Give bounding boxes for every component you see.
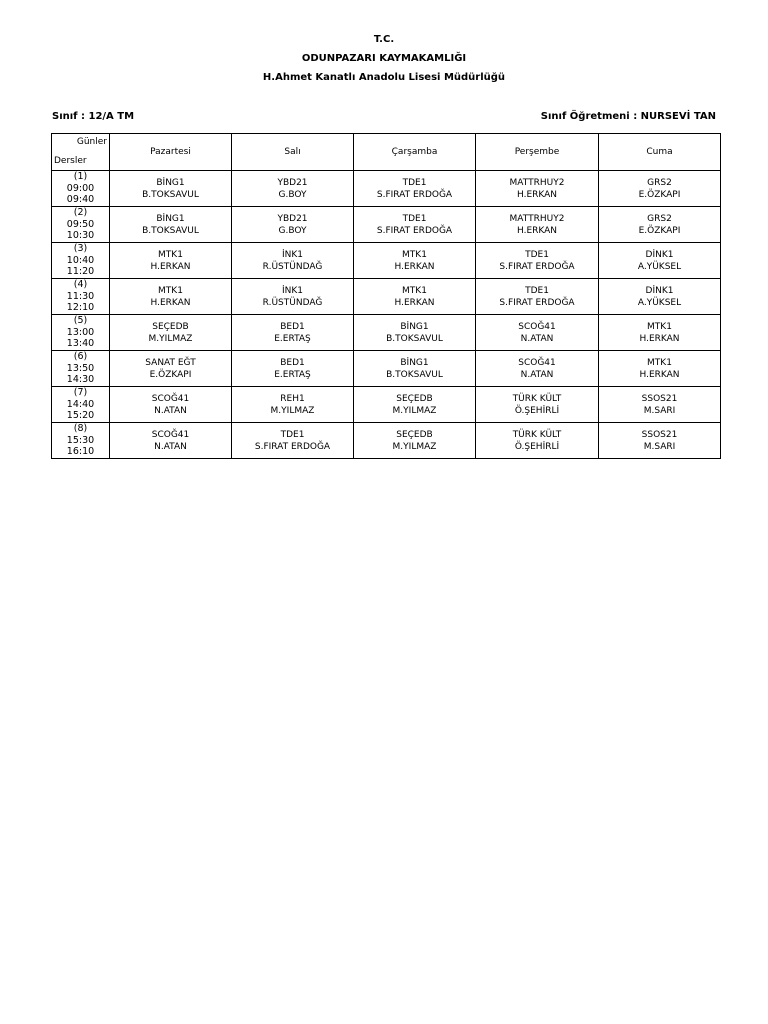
header-line-2: ODUNPAZARI KAYMAKAMLIĞI (301, 53, 467, 64)
lesson-subject: SCOĞ41 (518, 321, 556, 332)
lesson-teacher: H.ERKAN (394, 297, 435, 308)
lesson-teacher: B.TOKSAVUL (142, 189, 199, 200)
day-header: Perşembe (476, 134, 599, 171)
period-end-time: 09:40 (66, 194, 95, 206)
lesson-subject: TÜRK KÜLT (512, 393, 562, 404)
day-header: Cuma (599, 134, 721, 171)
lesson-subject: MTK1 (647, 357, 672, 368)
period-start-time: 14:40 (66, 398, 95, 410)
table-header-row (52, 134, 721, 171)
lesson-subject: TDE1 (525, 249, 549, 260)
corner-cell (52, 134, 110, 171)
lesson-teacher: E.ERTAŞ (274, 333, 311, 344)
lesson-teacher: B.TOKSAVUL (386, 369, 443, 380)
lesson-teacher: M.YILMAZ (270, 405, 315, 416)
lesson-subject: TDE1 (280, 429, 305, 440)
lesson-cell (232, 351, 354, 387)
lesson-cell (476, 171, 599, 207)
lesson-teacher: E.ÖZKAPI (149, 369, 192, 380)
lesson-teacher: N.ATAN (154, 441, 187, 452)
lesson-teacher: E.ERTAŞ (274, 369, 311, 380)
lesson-cell (599, 351, 721, 387)
lesson-cell (354, 351, 476, 387)
lesson-cell (354, 171, 476, 207)
lesson-teacher: N.ATAN (520, 333, 554, 344)
lesson-teacher: H.ERKAN (516, 189, 558, 200)
table-row (52, 207, 721, 243)
lesson-subject: YBD21 (277, 177, 308, 188)
lesson-cell (110, 243, 232, 279)
lesson-teacher: H.ERKAN (150, 261, 191, 272)
lesson-subject: SSOS21 (641, 393, 678, 404)
lesson-cell (110, 279, 232, 315)
lesson-subject: GRS2 (647, 177, 672, 188)
lesson-cell (232, 207, 354, 243)
lesson-cell (599, 207, 721, 243)
schedule-body (52, 171, 721, 459)
lesson-teacher: G.BOY (278, 189, 307, 200)
lesson-subject: BED1 (280, 321, 305, 332)
lesson-subject: SCOĞ41 (518, 357, 556, 368)
header-line-3: H.Ahmet Kanatlı Anadolu Lisesi Müdürlüğü (262, 72, 506, 83)
period-start-time: 13:50 (66, 362, 95, 374)
period-number: (3) (73, 243, 88, 255)
period-end-time: 15:20 (66, 410, 95, 422)
lesson-cell (476, 351, 599, 387)
lesson-teacher: G.BOY (278, 225, 307, 236)
lesson-subject: GRS2 (647, 213, 672, 224)
period-number: (5) (73, 315, 88, 327)
lesson-cell (599, 315, 721, 351)
lesson-cell (599, 279, 721, 315)
period-start-time: 11:30 (66, 290, 95, 302)
lesson-cell (110, 171, 232, 207)
lesson-subject: MATTRHUY2 (509, 177, 565, 188)
period-cell (52, 351, 110, 387)
lesson-cell (232, 423, 354, 459)
table-row (52, 315, 721, 351)
lesson-cell (476, 279, 599, 315)
lesson-teacher: S.FIRAT ERDOĞA (254, 441, 331, 452)
period-end-time: 13:40 (66, 338, 95, 350)
lesson-cell (110, 207, 232, 243)
lesson-cell (354, 207, 476, 243)
lesson-cell (354, 315, 476, 351)
lesson-subject: DİNK1 (645, 285, 674, 296)
period-number: (2) (73, 207, 88, 219)
lesson-subject: BİNG1 (400, 357, 429, 368)
lesson-cell (476, 387, 599, 423)
lesson-subject: TÜRK KÜLT (512, 429, 562, 440)
lesson-subject: BED1 (280, 357, 305, 368)
corner-days-label: Günler (76, 137, 107, 147)
period-cell (52, 243, 110, 279)
lesson-subject: MTK1 (647, 321, 672, 332)
table-row (52, 351, 721, 387)
lesson-subject: İNK1 (281, 249, 303, 260)
lesson-subject: İNK1 (281, 285, 303, 296)
lesson-subject: BİNG1 (156, 177, 185, 188)
lesson-cell (232, 279, 354, 315)
lesson-teacher: R.ÜSTÜNDAĞ (262, 297, 323, 308)
lesson-teacher: N.ATAN (154, 405, 187, 416)
lesson-teacher: S.FIRAT ERDOĞA (499, 297, 575, 308)
lesson-subject: DİNK1 (645, 249, 674, 260)
lesson-teacher: M.YILMAZ (392, 441, 437, 452)
schedule-table (51, 133, 721, 459)
lesson-subject: BİNG1 (400, 321, 429, 332)
lesson-subject: TDE1 (402, 213, 427, 224)
period-cell (52, 171, 110, 207)
period-end-time: 10:30 (66, 230, 95, 242)
lesson-teacher: S.FIRAT ERDOĞA (376, 189, 453, 200)
lesson-subject: MATTRHUY2 (509, 213, 565, 224)
class-label: Sınıf : 12/A TM (52, 111, 135, 122)
lesson-cell (110, 423, 232, 459)
period-start-time: 15:30 (66, 434, 95, 446)
period-start-time: 10:40 (66, 254, 95, 266)
lesson-teacher: H.ERKAN (639, 333, 680, 344)
lesson-teacher: H.ERKAN (639, 369, 680, 380)
lesson-teacher: N.ATAN (520, 369, 554, 380)
lesson-cell (232, 171, 354, 207)
document-header (0, 30, 768, 87)
period-end-time: 14:30 (66, 374, 95, 386)
lesson-teacher: B.TOKSAVUL (386, 333, 443, 344)
period-number: (6) (73, 351, 88, 363)
period-end-time: 16:10 (66, 446, 95, 458)
lesson-teacher: A.YÜKSEL (637, 261, 682, 272)
lesson-teacher: E.ÖZKAPI (638, 189, 681, 200)
lesson-subject: TDE1 (402, 177, 427, 188)
lesson-subject: REH1 (280, 393, 305, 404)
day-header: Salı (232, 134, 354, 171)
corner-lessons-label: Dersler (54, 156, 87, 166)
period-cell (52, 423, 110, 459)
period-number: (7) (73, 387, 88, 399)
lesson-teacher: M.YILMAZ (392, 405, 437, 416)
lesson-cell (476, 315, 599, 351)
lesson-subject: MTK1 (402, 249, 427, 260)
lesson-teacher: M.SARI (643, 405, 676, 416)
lesson-teacher: B.TOKSAVUL (142, 225, 199, 236)
lesson-cell (354, 243, 476, 279)
period-cell (52, 315, 110, 351)
lesson-subject: MTK1 (402, 285, 427, 296)
lesson-cell (110, 387, 232, 423)
lesson-subject: SEÇEDB (152, 321, 189, 332)
lesson-cell (232, 387, 354, 423)
lesson-subject: BİNG1 (156, 213, 185, 224)
lesson-cell (476, 243, 599, 279)
lesson-cell (599, 171, 721, 207)
lesson-subject: SANAT EĞT (145, 357, 196, 368)
period-cell (52, 279, 110, 315)
lesson-cell (354, 387, 476, 423)
lesson-subject: SEÇEDB (396, 393, 433, 404)
lesson-cell (599, 243, 721, 279)
lesson-cell (354, 423, 476, 459)
lesson-cell (476, 207, 599, 243)
table-row (52, 243, 721, 279)
day-header: Pazartesi (110, 134, 232, 171)
period-end-time: 11:20 (66, 266, 95, 278)
lesson-teacher: Ö.ŞEHİRLİ (514, 441, 560, 452)
lesson-cell (110, 315, 232, 351)
lesson-teacher: A.YÜKSEL (637, 297, 682, 308)
lesson-subject: MTK1 (158, 285, 183, 296)
lesson-cell (232, 243, 354, 279)
period-number: (1) (73, 171, 88, 183)
lesson-cell (599, 423, 721, 459)
lesson-cell (232, 315, 354, 351)
period-end-time: 12:10 (66, 302, 95, 314)
lesson-teacher: H.ERKAN (150, 297, 191, 308)
period-cell (52, 387, 110, 423)
lesson-teacher: S.FIRAT ERDOĞA (499, 261, 575, 272)
lesson-teacher: M.YILMAZ (148, 333, 193, 344)
lesson-cell (476, 423, 599, 459)
lesson-subject: TDE1 (525, 285, 549, 296)
period-number: (4) (73, 279, 88, 291)
lesson-teacher: S.FIRAT ERDOĞA (376, 225, 453, 236)
lesson-teacher: H.ERKAN (516, 225, 558, 236)
teacher-label: Sınıf Öğretmeni : NURSEVİ TAN (540, 111, 716, 122)
period-cell (52, 207, 110, 243)
lesson-teacher: M.SARI (643, 441, 676, 452)
period-start-time: 09:50 (66, 218, 95, 230)
lesson-subject: MTK1 (158, 249, 183, 260)
lesson-teacher: Ö.ŞEHİRLİ (514, 405, 560, 416)
lesson-subject: YBD21 (277, 213, 308, 224)
lesson-teacher: E.ÖZKAPI (638, 225, 681, 236)
lesson-cell (599, 387, 721, 423)
lesson-cell (354, 279, 476, 315)
lesson-subject: SEÇEDB (396, 429, 433, 440)
lesson-subject: SSOS21 (641, 429, 678, 440)
day-header: Çarşamba (354, 134, 476, 171)
lesson-subject: SCOĞ41 (151, 429, 190, 440)
period-number: (8) (73, 423, 88, 435)
period-start-time: 09:00 (66, 182, 95, 194)
lesson-teacher: R.ÜSTÜNDAĞ (262, 261, 323, 272)
lesson-subject: SCOĞ41 (151, 393, 190, 404)
period-start-time: 13:00 (66, 326, 95, 338)
table-row (52, 279, 721, 315)
table-row (52, 387, 721, 423)
lesson-teacher: H.ERKAN (394, 261, 435, 272)
table-row (52, 423, 721, 459)
header-line-1: T.C. (373, 34, 395, 45)
table-row (52, 171, 721, 207)
lesson-cell (110, 351, 232, 387)
